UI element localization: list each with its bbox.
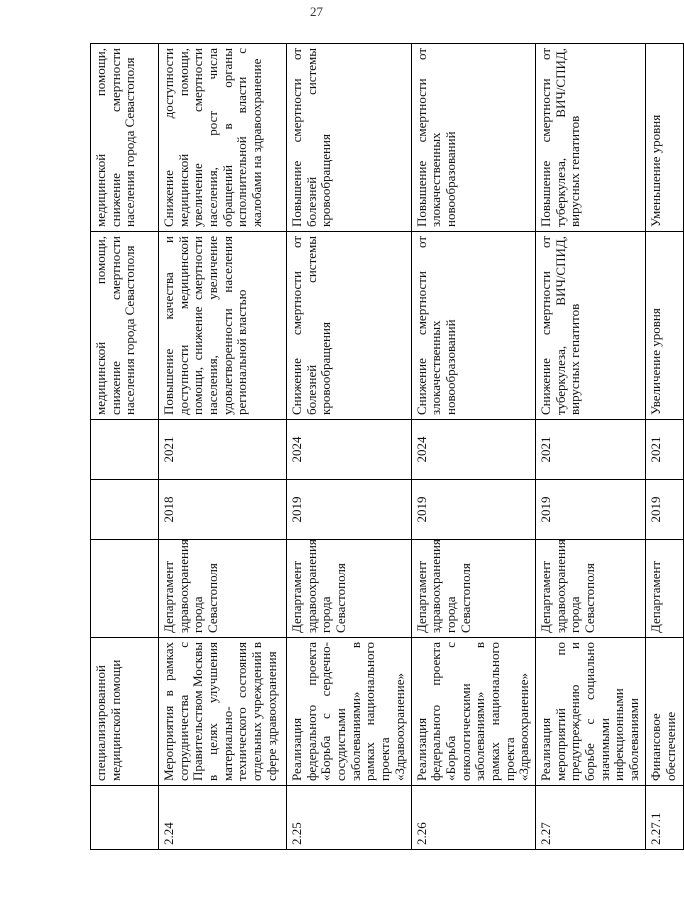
cell-non-implementation-consequence: Уменьшение уровня: [645, 44, 683, 232]
table-row-continuation: [91, 44, 159, 850]
cell-end-year: 2024: [287, 420, 412, 480]
cell-non-implementation-consequence: Повышение смертности от злокачественных новообразований: [411, 44, 536, 232]
table-row-2-25: [287, 44, 412, 850]
cell-measure-name: Реализация федерального проекта «Борьба с сердечно-сосудистыми заболеваниями» в рамках национального проекта «Здравоохранение»: [287, 638, 412, 786]
table-rotation: [90, 44, 678, 850]
cell-executor: [91, 540, 159, 638]
cell-expected-result: медицинской помощи, снижение смертности населения города Севастополя: [91, 232, 159, 420]
cell-number: 2.26: [411, 786, 536, 850]
cell-expected-result: Снижение смертности от злокачественных новообразований: [411, 232, 536, 420]
cell-number: 2.27.1: [645, 786, 683, 850]
cell-end-year: [91, 420, 159, 480]
cell-measure-name: Мероприятия в рамках сотрудничества с Правительством Москвы в целях улучшения материально-технического состояния отдельных учреждений в сфере здравоохранения: [159, 638, 287, 786]
cell-non-implementation-consequence: Снижение доступности медицинской помощи, увеличение смертности населения, рост числа обращений в органы исполнительной власти с жалобами на здравоохранение: [159, 44, 287, 232]
cell-measure-name: специализированной медицинской помощи: [91, 638, 159, 786]
cell-end-year: 2021: [645, 420, 683, 480]
cell-start-year: 2019: [536, 480, 646, 540]
cell-number: 2.25: [287, 786, 412, 850]
cell-number: [91, 786, 159, 850]
cell-start-year: 2019: [645, 480, 683, 540]
cell-executor: Департамент здравоохранения города Севастополя: [411, 540, 536, 638]
table-row-2-24: [159, 44, 287, 850]
program-measures-table: [90, 43, 684, 850]
cell-start-year: [91, 480, 159, 540]
cell-number: 2.24: [159, 786, 287, 850]
cell-end-year: 2024: [411, 420, 536, 480]
cell-non-implementation-consequence: Повышение смертности от туберкулеза, ВИЧ/СПИД, вирусных гепатитов: [536, 44, 646, 232]
cell-non-implementation-consequence: медицинской помощи, снижение смертности населения города Севастополя: [91, 44, 159, 232]
cell-expected-result: Повышение качества и доступности медицинской помощи, снижение смертности населения, увеличение удовлетворенности населения региональной властью: [159, 232, 287, 420]
cell-expected-result: Увеличение уровня: [645, 232, 683, 420]
cell-executor: Департамент: [645, 540, 683, 638]
cell-executor: Департамент здравоохранения города Севастополя: [287, 540, 412, 638]
cell-measure-name: Реализация мероприятий по предупреждению и борьбе с социально значимыми инфекционными заболеваниями: [536, 638, 646, 786]
cell-start-year: 2019: [287, 480, 412, 540]
cell-expected-result: Снижение смертности от туберкулеза, ВИЧ/СПИД, вирусных гепатитов: [536, 232, 646, 420]
cell-non-implementation-consequence: Повышение смертности от болезней системы кровообращения: [287, 44, 412, 232]
table-row-2-27-1: [645, 44, 683, 850]
cell-end-year: 2021: [536, 420, 646, 480]
page-number: 27: [310, 4, 323, 19]
cell-measure-name: Финансовое обеспечение: [645, 638, 683, 786]
cell-start-year: 2018: [159, 480, 287, 540]
cell-executor: Департамент здравоохранения города Севастополя: [159, 540, 287, 638]
table-row-2-27: [536, 44, 646, 850]
cell-executor: Департамент здравоохранения города Севастополя: [536, 540, 646, 638]
cell-measure-name: Реализация федерального проекта «Борьба с онкологическими заболеваниями» в рамках национального проекта «Здравоохранение»: [411, 638, 536, 786]
cell-start-year: 2019: [411, 480, 536, 540]
cell-expected-result: Снижение смертности от болезней системы кровообращения: [287, 232, 412, 420]
table-row-2-26: [411, 44, 536, 850]
cell-end-year: 2021: [159, 420, 287, 480]
cell-number: 2.27: [536, 786, 646, 850]
rotated-table-container: [90, 44, 678, 850]
